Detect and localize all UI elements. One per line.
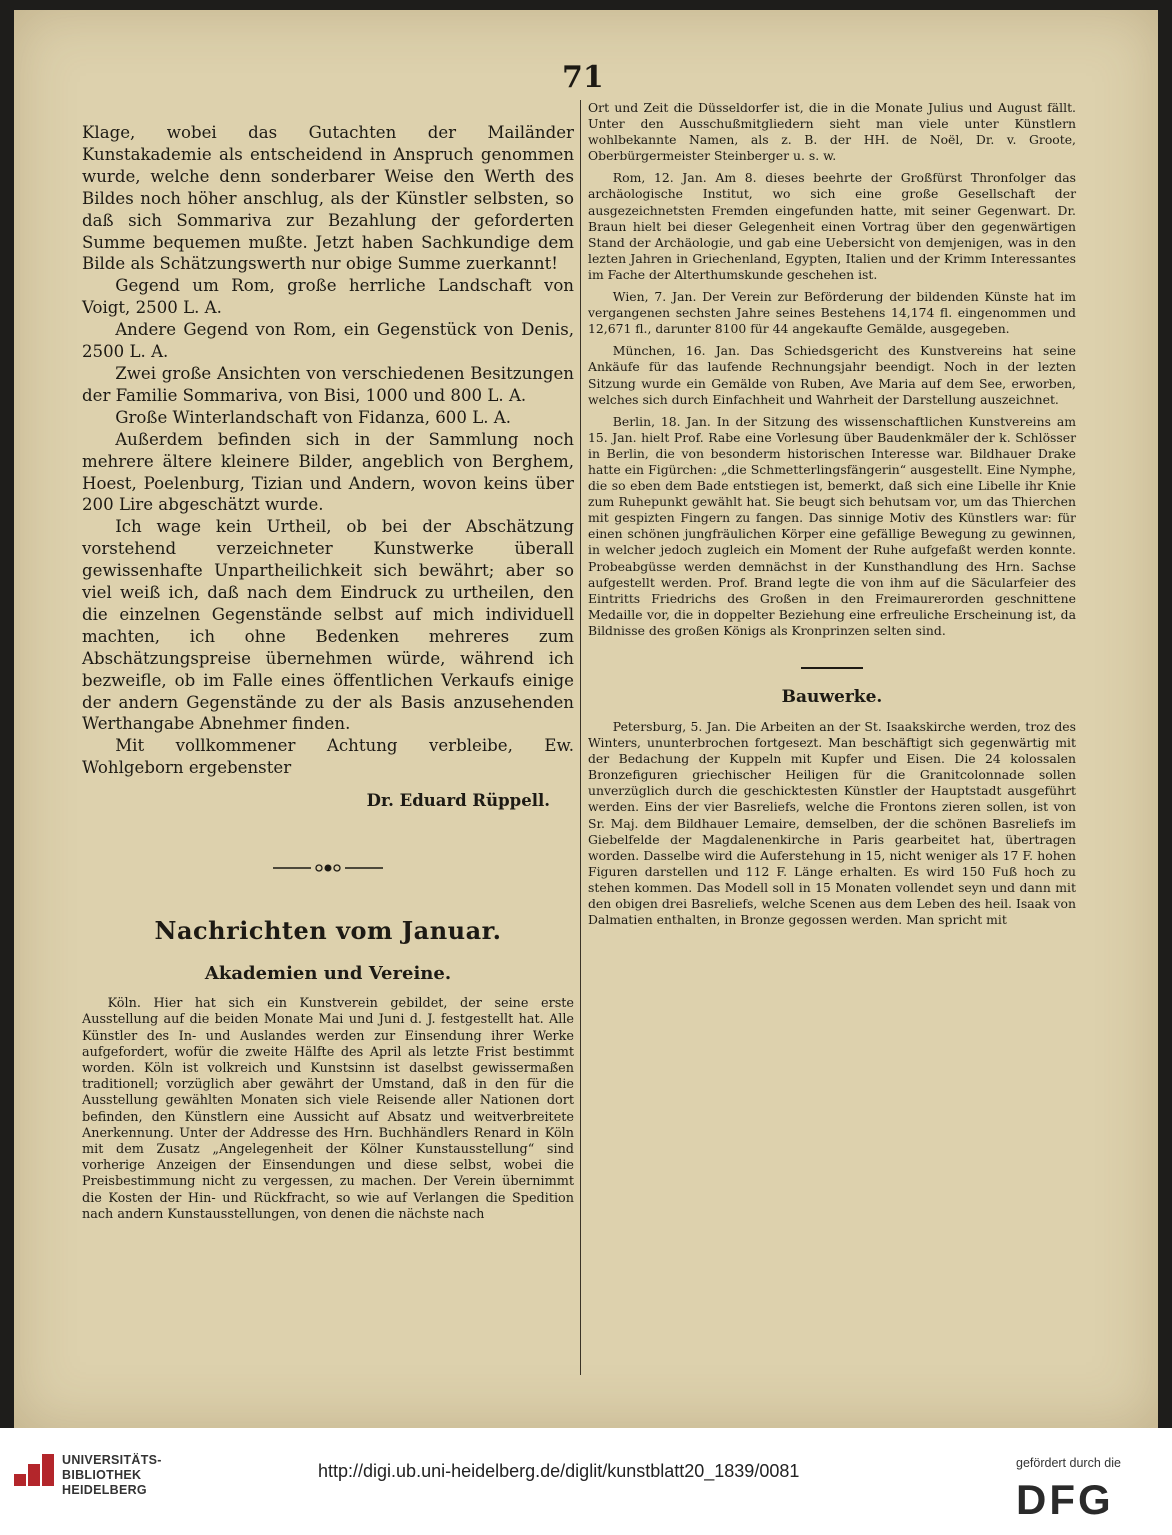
news-muenchen: München, 16. Jan. Das Schiedsgericht des Kunstvereins hat seine Ankäufe für das laufende Rechnungsjahr beendigt. Noch in der lezten Sitzung wurde ein Gemälde von Ruben, Ave Maria auf dem See, erworben, welches sich durch Einfachheit und Wahrheit der Darstellung auszeichnet. xyxy=(588,343,1076,407)
news-koeln: Köln. Hier hat sich ein Kunstverein gebildet, der seine erste Ausstellung auf die beiden Monate Mai und Juni d. J. festgestellt hat. Alle Künstler des In- und Auslandes werden zur Einsendung ihrer Werke aufgefordert, wofür die zweite Hälfte des April als letzte Frist bestimmt worden. Köln ist volkreich und Kunstsinn ist daselbst gewissermaßen traditionell; vorzüglich aber gewährt der Umstand, daß in den für die Ausstellung gewählten Monaten sich viele Reisende aller Nationen dort befinden, den Künstlern eine Aussicht auf Absatz und weitverbreitete Anerkennung. Unter der Addresse des Hrn. Buchhändlers Renard in Köln mit dem Zusatz „Angelegenheit der Kölner Kunstausstellung“ sind vorherige Anzeigen der Einsendungen und diese selbst, wobei die Preisbestimmung nicht zu vergessen, zu machen. Der Verein übernimmt die Kosten der Hin- und Rückfracht, so wie auf Verlangen die Spedition nach andern Kunstausstellungen, von denen die nächste nach xyxy=(82,996,574,1222)
letter-paragraph: Gegend um Rom, große herrliche Landschaft von Voigt, 2500 L. A. xyxy=(82,276,574,318)
letter-signature: Dr. Eduard Rüppell. xyxy=(366,791,550,811)
page-number: 71 xyxy=(562,60,604,95)
letter-paragraph: Große Winterlandschaft von Fidanza, 600 L. A. xyxy=(115,407,512,427)
section-title: Nachrichten vom Januar. xyxy=(154,916,502,946)
sponsor-note: gefördert durch die xyxy=(1016,1456,1121,1470)
right-column xyxy=(588,100,1076,928)
letter-closing: Mit vollkommener Achtung verbleibe, Ew. Wohlgeborn ergebenster xyxy=(82,736,574,778)
left-column xyxy=(82,122,574,1223)
dfg-logo: DFG xyxy=(1016,1476,1114,1523)
library-name-line: BIBLIOTHEK xyxy=(62,1468,142,1482)
ornament-divider xyxy=(273,862,383,874)
letter-paragraph: Andere Gegend von Rom, ein Gegenstück von Denis, 2500 L. A. xyxy=(82,320,574,362)
news-continuation: Ort und Zeit die Düsseldorfer ist, die in die Monate Julius und August fällt. Unter den Ausschußmitgliedern sieht man viele unter Künstlern wohlbekannte Namen, als z. B. der HH. de Noël, Dr. v. Groote, Oberbürgermeister Steinberger u. s. w. xyxy=(588,100,1076,164)
section-rule xyxy=(801,667,863,669)
letter-paragraph: Außerdem befinden sich in der Sammlung noch mehrere ältere kleinere Bilder, angeblich von Berghem, Hoest, Poelenburg, Tizian und Andern, wovon keins über 200 Lire abgeschätzt wurde. xyxy=(82,429,574,515)
column-divider xyxy=(580,100,581,1375)
news-petersburg: Petersburg, 5. Jan. Die Arbeiten an der St. Isaakskirche werden, troz des Winters, ununterbrochen fortgesezt. Man beschäftigt sich gegenwärtig mit der Bedachung der Kuppeln mit Kupfer und Eisen. Die 24 kolossalen Bronzefiguren griechischer Heiligen für die Granitcolonnade sollen unverzüglich durch die geschicktesten Künstler der Hauptstadt ausgeführt werden. Eins der vier Basreliefs, welche die Frontons zieren sollen, ist von Sr. Maj. dem Bildhauer Lemaire, demselben, der die schönen Basreliefs im Giebelfelde der Magdalenenkirche in Paris gearbeitet hat, übertragen worden. Dasselbe wird die Auferstehung in 15, nicht weniger als 17 F. hohen Figuren darstellen und 112 F. Länge erhalten. Es wird 150 Fuß hoch zu stehen kommen. Das Modell soll in 15 Monaten vollendet seyn und dann mit den obigen drei Basreliefs, welche Scenen aus dem Leben des heil. Isaak von Dalmatien enthalten, in Bronze gegossen werden. Man spricht mit xyxy=(588,719,1076,928)
subsection-title-bauwerke: Bauwerke. xyxy=(781,687,883,707)
viewer-footer xyxy=(0,1428,1172,1535)
news-berlin: Berlin, 18. Jan. In der Sitzung des wissenschaftlichen Kunstvereins am 15. Jan. hielt Prof. Rabe eine Vorlesung über Baudenkmäler der k. Schlösser in Berlin, die von besonderm historischen Interesse war. Bildhauer Drake hatte ein Figürchen: „die Schmetterlingsfängerin“ ausgestellt. Eine Nymphe, die so eben dem Bade entstiegen ist, bemerkt, daß sich eine Libelle ihr Knie zum Ruhepunkt gewählt hat. Sie beugt sich behutsam vor, um das Thierchen mit gespizten Fingern zu fangen. Das sinnige Motiv des Künstlers war: für einen schönen jungfräulichen Körper eine gefällige Bewegung zu gewinnen, in welcher jedoch zugleich ein Moment der Ruhe aufgefaßt werden konnte. Probeabgüsse werden demnächst in der Kunsthandlung des Hrn. Sachse aufgestellt werden. Prof. Brand legte die von ihm auf die Säcularfeier des Eintritts Friedrichs des Großen in den Freimaurerorden geschnittene Medaille vor, die in doppelter Beziehung eine erfreuliche Erscheinung ist, da Bildnisse des großen Königs als Kronprinzen selten sind. xyxy=(588,413,1076,638)
news-rom: Rom, 12. Jan. Am 8. dieses beehrte der Großfürst Thronfolger das archäologische Institut, wo sich eine große Gesellschaft der ausgezeichnetsten Fremden eingefunden hatte, mit seiner Gegenwart. Dr. Braun hielt bei dieser Gelegenheit einen Vortrag über den gegenwärtigen Stand der Archäologie, und gab eine Uebersicht von demjenigen, was in den lezten Jahren in Griechenland, Egypten, Italien und der Krimm Interessantes im Fache der Alterthumskunde geschehen ist. xyxy=(588,170,1076,282)
university-library-logo xyxy=(12,1450,56,1494)
letter-paragraph: Zwei große Ansichten von verschiedenen Besitzungen der Familie Sommariva, von Bisi, 1000 und 800 L. A. xyxy=(82,363,574,405)
letter-paragraph: Ich wage kein Urtheil, ob bei der Abschätzung vorstehend verzeichneter Kunstwerke überall gewissenhafte Unpartheilichkeit sich bewährt; aber so viel weiß ich, daß nach dem Eindruck zu urtheilen, den die einzelnen Gegenstände selbst auf mich individuell machten, ich ohne Bedenken mehreres zum Abschätzungspreise übernehmen würde, während ich bezweifle, ob im Falle eines öffentlichen Verkaufs einige der andern Gegenstände zu der als Basis anzusehenden Werthangabe Abnehmer finden. xyxy=(82,517,574,734)
scanned-page xyxy=(14,10,1158,1428)
permalink-url[interactable]: http://digi.ub.uni-heidelberg.de/diglit/kunstblatt20_1839/0081 xyxy=(318,1461,800,1481)
news-wien: Wien, 7. Jan. Der Verein zur Beförderung der bildenden Künste hat im vergangenen sechsten Jahre seines Bestehens 14,174 fl. eingenommen und 12,671 fl., darunter 8100 für 44 angekaufte Gemälde, ausgegeben. xyxy=(588,289,1076,337)
library-name xyxy=(62,1453,162,1498)
letter-paragraph: Klage, wobei das Gutachten der Mailänder Kunstakademie als entscheidend in Anspruch genommen wurde, welche denn sonderbarer Weise den Werth des Bildes noch höher anschlug, als der Künstler selbsten, so daß sich Sommariva zur Bezahlung der geforderten Summe bequemen mußte. Jetzt haben Sachkundige dem Bilde als Schätzungswerth nur obige Summe zuerkannt! xyxy=(82,123,574,274)
library-name-line: UNIVERSITÄTS- xyxy=(62,1453,162,1467)
library-name-line: HEIDELBERG xyxy=(62,1483,147,1497)
subsection-title: Akademien und Vereine. xyxy=(204,963,452,985)
